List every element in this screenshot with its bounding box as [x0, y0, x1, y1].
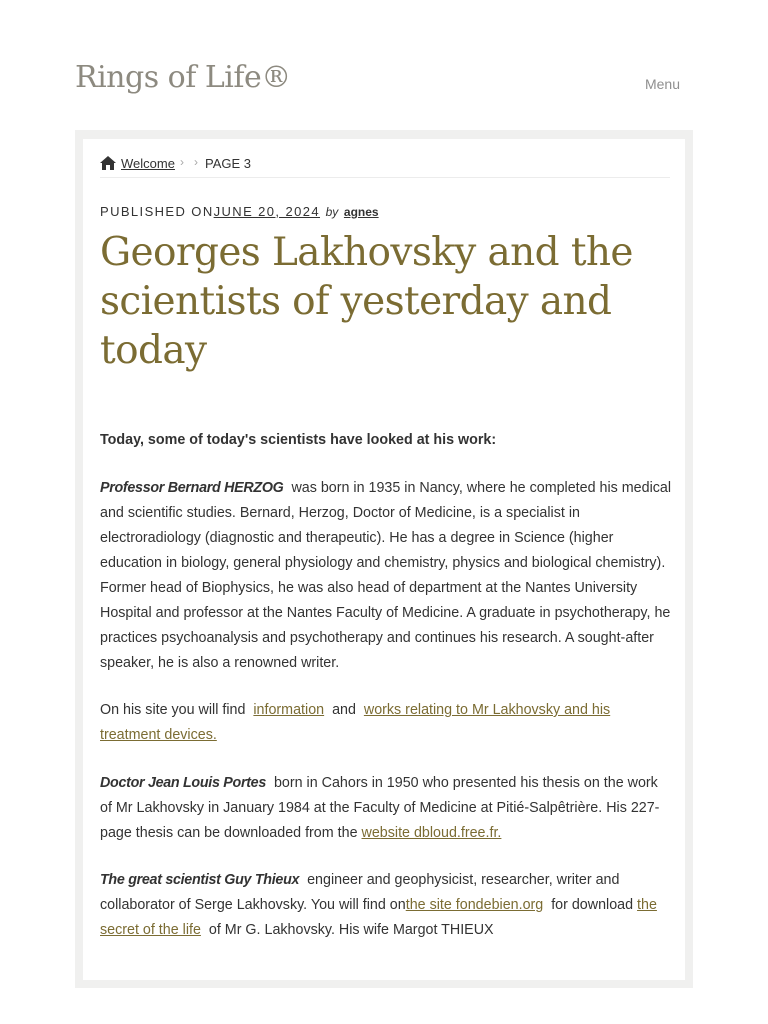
secret-of-life-link[interactable]: the secret of the life [100, 897, 657, 938]
site-header [0, 0, 768, 130]
thieux-text-1: engineer and geophysicist, researcher, writer and collaborator of Serge Lakhovsky. You will find on [100, 872, 620, 913]
thieux-paragraph [100, 868, 672, 943]
information-link[interactable]: information [253, 702, 325, 718]
post-meta [100, 204, 379, 219]
author-link[interactable]: agnes [343, 205, 379, 219]
site-title[interactable]: Rings of Life® [75, 60, 291, 95]
published-label: PUBLISHED ON [100, 204, 214, 219]
herzog-name: Professor Bernard HERZOG [100, 480, 284, 496]
herzog-text: was born in 1935 in Nancy, where he completed his medical and scientific studies. Bernard, Herzog, Doctor of Medicine, is a specialist in electroradiology (diagnostic and therapeutic). He has a degree in Science (higher education in biology, general physiology and chemistry, physics and biological chemistry). Former head of Biophysics, he was also head of department at the Nantes University Hospital and professor at the Nantes Faculty of Medicine. A graduate in psychotherapy, he practices psychoanalysis and psychotherapy and continues his research. A sought-after speaker, he is also a renowned writer. [100, 480, 672, 671]
fondebien-link[interactable]: the site fondebien.org [405, 897, 544, 913]
intro-text: Today, some of today's scientists have looked at his work: [100, 432, 497, 448]
site-links-before: On his site you will find [100, 702, 246, 718]
by-label: by [325, 205, 339, 219]
site-links-and: and [332, 702, 356, 718]
breadcrumb-current: PAGE 3 [205, 156, 252, 171]
post-title: Georges Lakhovsky and the scientists of yesterday and today [100, 230, 633, 373]
home-icon[interactable] [100, 156, 116, 170]
portes-paragraph [100, 771, 672, 846]
works-link[interactable]: works relating to Mr Lakhovsky and his treatment devices. [100, 702, 611, 743]
intro-paragraph [100, 428, 672, 453]
herzog-paragraph [100, 476, 672, 676]
thieux-name: The great scientist Guy Thieux [100, 872, 300, 888]
menu-button[interactable]: Menu [620, 72, 700, 96]
portes-text: born in Cahors in 1950 who presented his thesis on the work of Mr Lakhovsky in January 1984 at the Faculty of Medicine at Pitié-Salpêtrière. His 227-page thesis can be downloaded from the [100, 775, 660, 841]
post-date-link[interactable]: JUNE 20, 2024 [213, 204, 320, 219]
thieux-text-2: for download [551, 897, 634, 913]
site-links-paragraph [100, 698, 672, 748]
portes-name: Doctor Jean Louis Portes [100, 775, 266, 791]
breadcrumb-home-link[interactable]: Welcome [121, 156, 175, 171]
breadcrumb [100, 154, 670, 178]
chevron-right-icon: › [180, 155, 184, 169]
dbloud-website-link[interactable]: website dbloud.free.fr. [361, 825, 502, 841]
chevron-right-icon: › [194, 155, 198, 169]
thieux-text-3: of Mr G. Lakhovsky. His wife Margot THIEUX [208, 922, 494, 938]
